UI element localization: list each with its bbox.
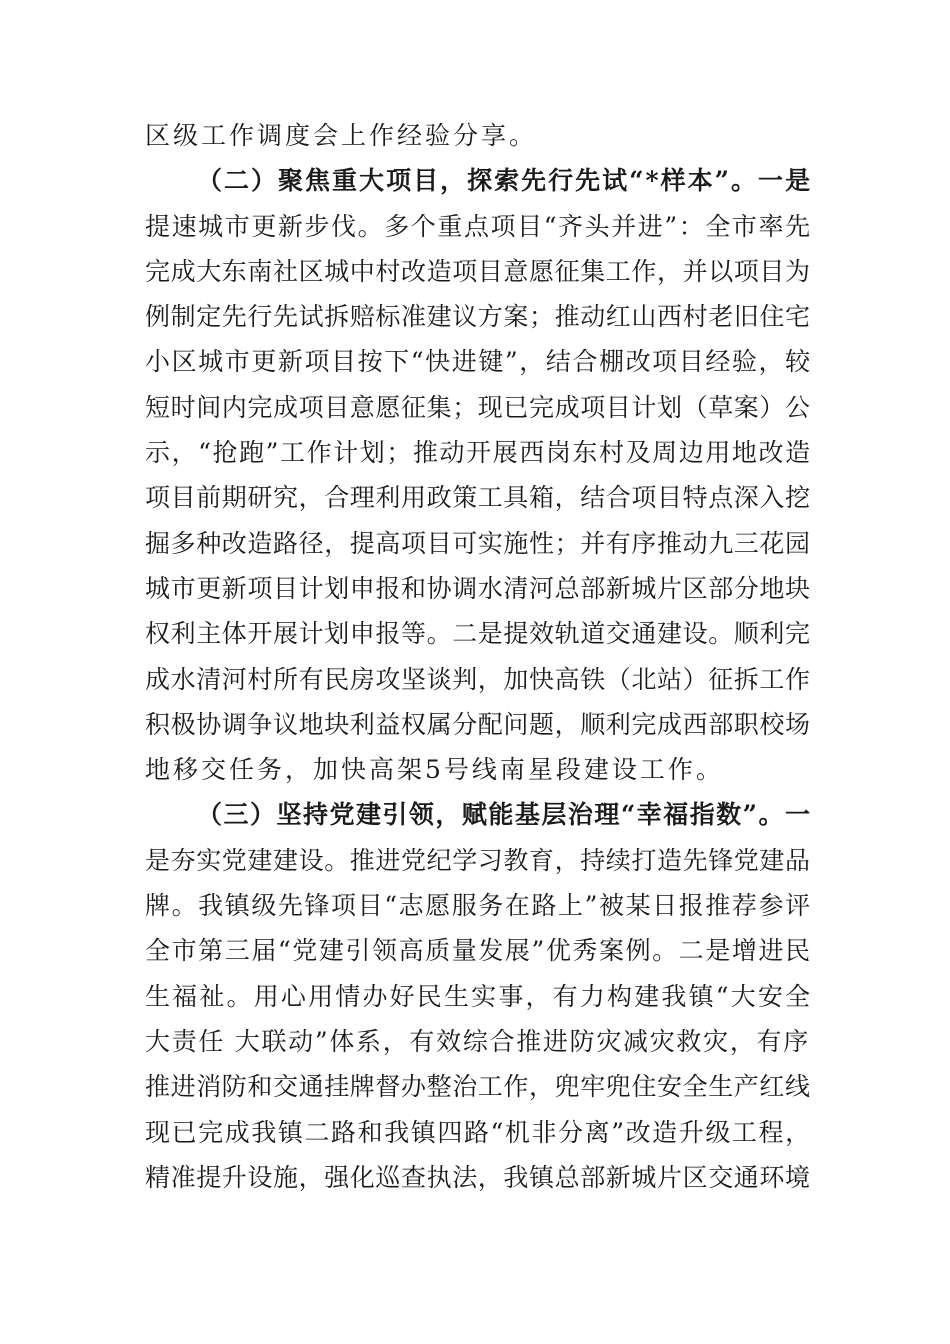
text-line: 精准提升设施，强化巡查执法，我镇总部新城片区交通环境: [145, 1162, 811, 1192]
text-line: 提速城市更新步伐。多个重点项目“齐头并进”：全市率先: [145, 211, 812, 241]
text-line: 大责任 大联动”体系，有效综合推进防灾减灾救灾，有序: [145, 1026, 810, 1056]
text-line: 推进消防和交通挂牌督办整治工作，兜牢兜住安全生产红线: [145, 1072, 811, 1102]
text-line: 成水清河村所有民房攻坚谈判，加快高铁（北站）征拆工作: [145, 664, 811, 694]
text-line: 项目前期研究，合理利用政策工具箱，结合项目特点深入挖: [145, 483, 811, 513]
text-line: 区级工作调度会上作经验分享。: [145, 121, 538, 150]
text-line: 积极协调争议地块利益权属分配问题，顺利完成西部职校场: [145, 709, 811, 739]
text-line: 小区城市更新项目按下“快进键”，结合棚改项目经验，较: [145, 347, 812, 377]
section-heading-3: （三）坚持党建引领，赋能基层治理“幸福指数”。一: [197, 800, 812, 830]
text-line: 示，“抢跑”工作计划；推动开展西岗东村及周边用地改造: [145, 438, 812, 468]
text-line: 是夯实党建建设。推进党纪学习教育，持续打造先锋党建品: [145, 845, 811, 875]
text-line: 权利主体开展计划申报等。二是提效轨道交通建设。顺利完: [145, 619, 811, 649]
text-line: 现已完成我镇二路和我镇四路“机非分离”改造升级工程，: [145, 1117, 812, 1147]
text-line: 全市第三届“党建引领高质量发展”优秀案例。二是增进民: [145, 936, 812, 966]
text-line: 短时间内完成项目意愿征集；现已完成项目计划（草案）公: [145, 392, 811, 422]
text-line: 掘多种改造路径，提高项目可实施性；并有序推动九三花园: [145, 528, 811, 558]
section-heading-2: （二）聚焦重大项目，探索先行先试“*样本”。一是: [197, 166, 813, 196]
text-line: 城市更新项目计划申报和协调水清河总部新城片区部分地块: [145, 573, 811, 603]
text-line: 生福祉。用心用情办好民生实事，有力构建我镇“大安全: [145, 981, 813, 1011]
document-body: [145, 113, 813, 1200]
text-line: 例制定先行先试拆赔标准建议方案；推动红山西村老旧住宅: [145, 302, 811, 332]
text-line: 地移交任务，加快高架5号线南星段建设工作。: [145, 755, 724, 785]
text-line: 完成大东南社区城中村改造项目意愿征集工作，并以项目为: [145, 256, 811, 286]
text-line: 牌。我镇级先锋项目“志愿服务在路上”被某日报推荐参评: [145, 891, 812, 921]
